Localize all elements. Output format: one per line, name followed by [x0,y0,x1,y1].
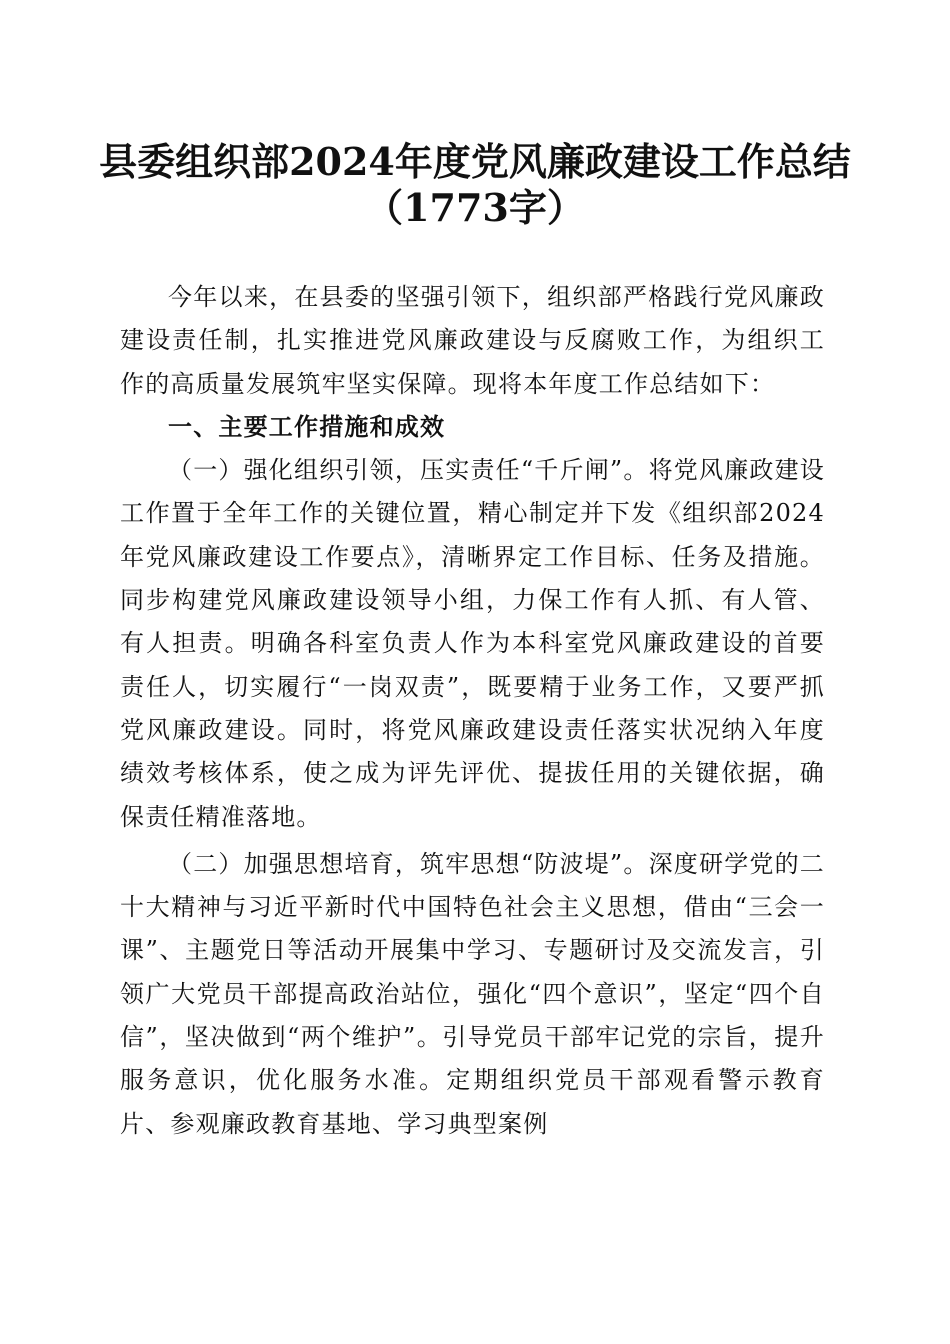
document-body [120,276,825,1146]
paragraph-ideology: （二）加强思想培育，筑牢思想“防波堤”。深度研学党的二十大精神与习近平新时代中国特色社会主义思想，借由“三会一课”、主题党日等活动开展集中学习、专题研讨及交流发言，引领广大党员干部提高政治站位，强化“四个意识”，坚定“四个自信”，坚决做到“两个维护”。引导党员干部牢记党的宗旨，提升服务意识，优化服务水准。定期组织党员干部观看警示教育片、参观廉政教育基地、学习典型案例 [120,849,825,1138]
document-title: 县委组织部2024年度党风廉政建设工作总结 [99,139,851,184]
document-word-count: （1773字） [365,185,585,230]
paragraph-responsibility: （一）强化组织引领，压实责任“千斤闸”。将党风廉政建设工作置于全年工作的关键位置，精心制定并下发《组织部2024年党风廉政建设工作要点》，清晰界定工作目标、任务及措施。同步构建党风廉政建设领导小组，力保工作有人抓、有人管、有人担责。明确各科室负责人作为本科室党风廉政建设的首要责任人，切实履行“一岗双责”，既要精于业务工作，又要严抓党风廉政建设。同时，将党风廉政建设责任落实状况纳入年度绩效考核体系，使之成为评先评优、提拔任用的关键依据，确保责任精准落地。 [120,456,825,831]
intro-paragraph: 今年以来，在县委的坚强引领下，组织部严格践行党风廉政建设责任制，扎实推进党风廉政建设与反腐败工作，为组织工作的高质量发展筑牢坚实保障。现将本年度工作总结如下： [120,283,825,398]
section-heading: 一、主要工作措施和成效 [168,412,446,441]
